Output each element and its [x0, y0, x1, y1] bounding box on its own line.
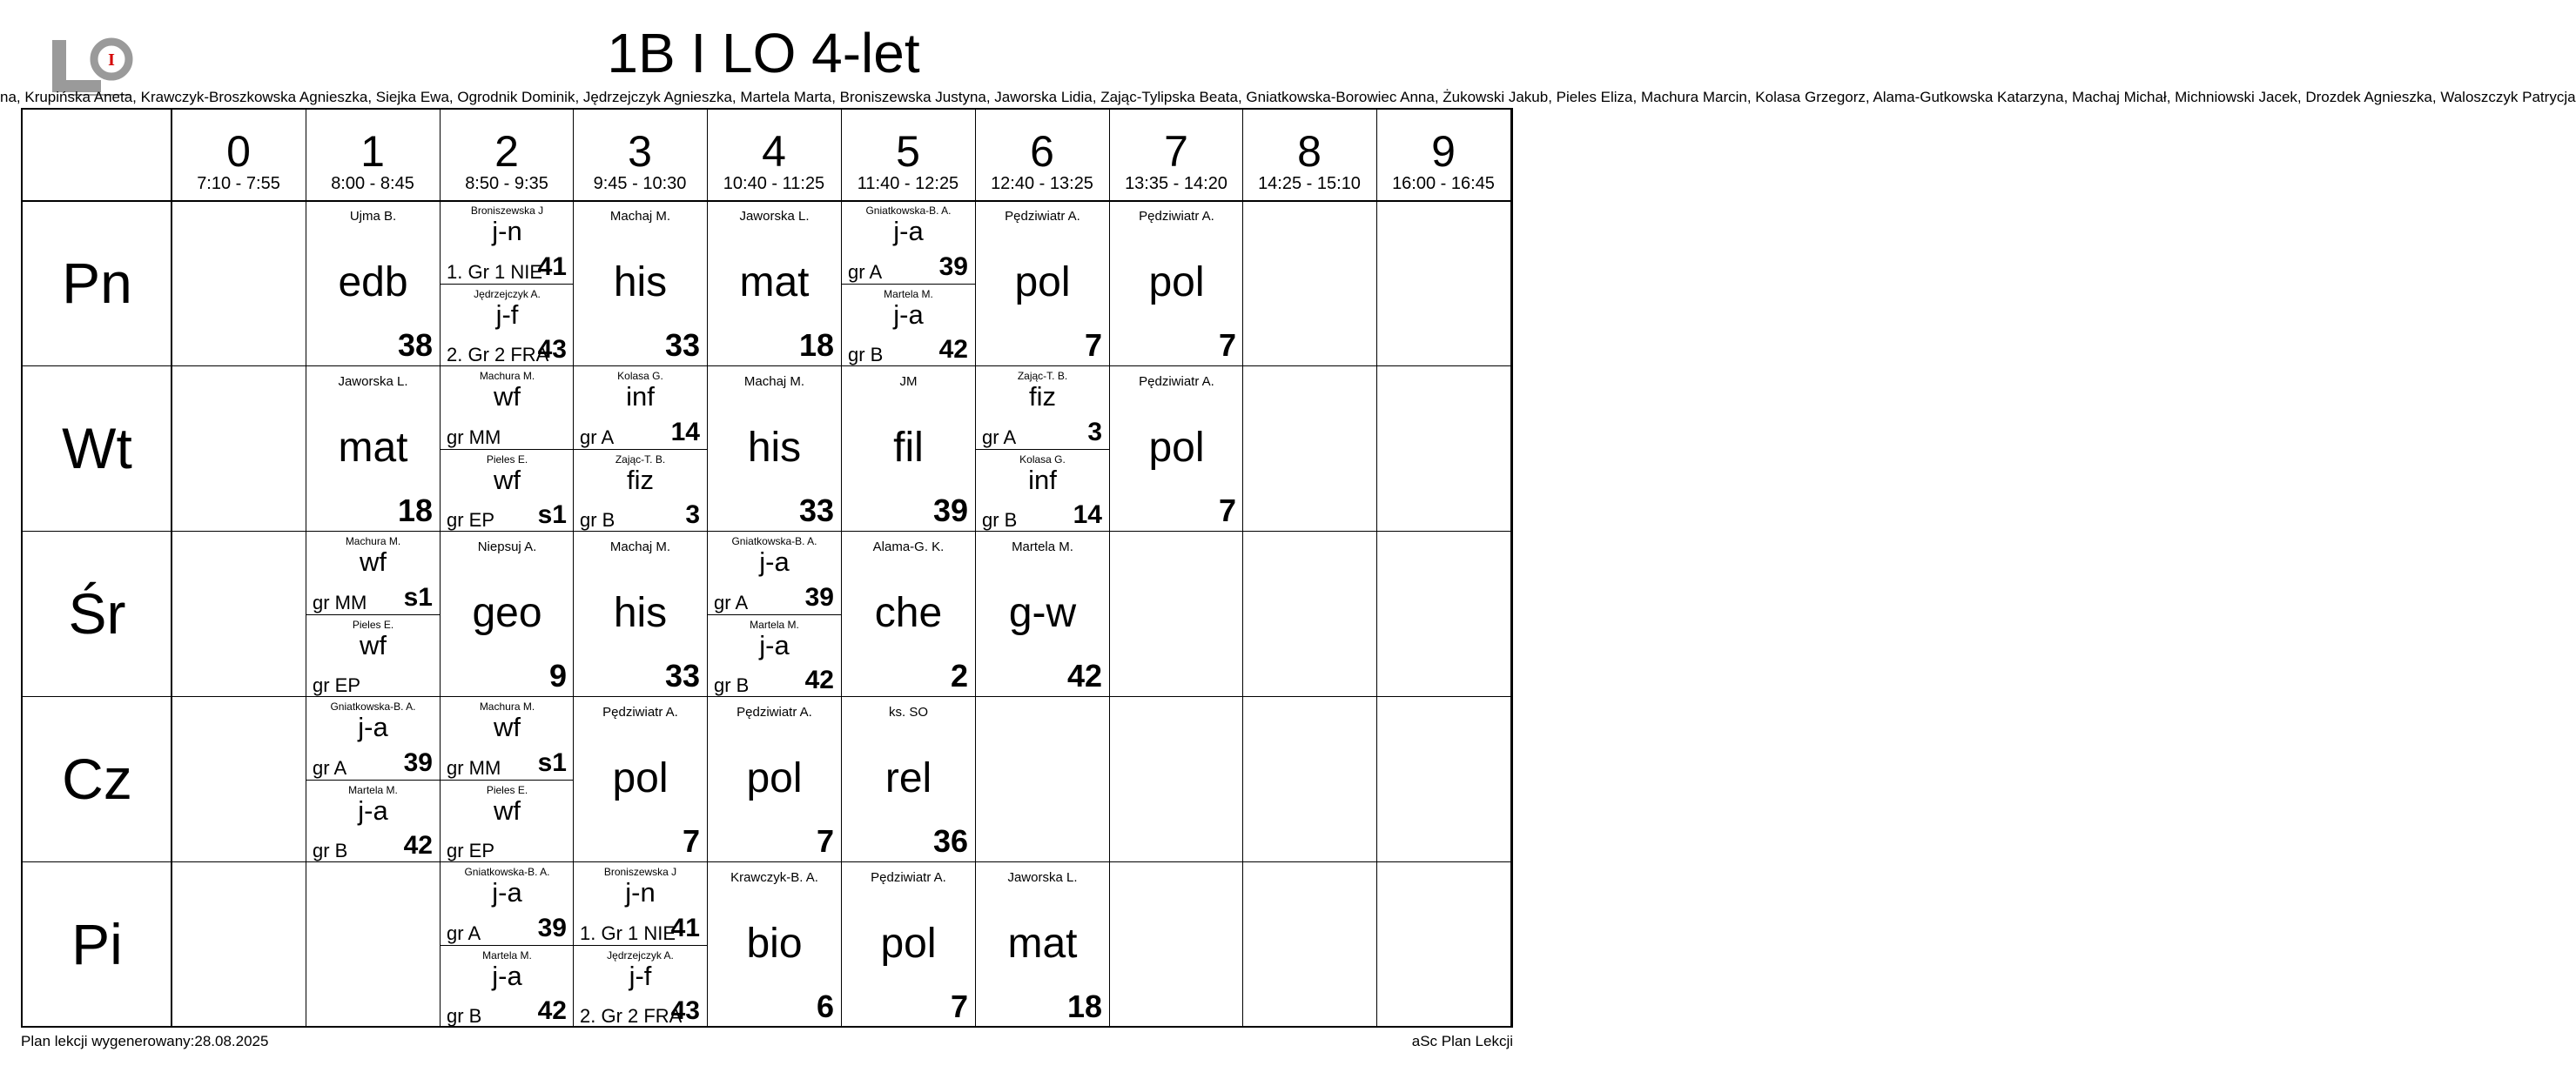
- teachers-list: na, Krupińska Aneta, Krawczyk-Broszkowska Agnieszka, Siejka Ewa, Ogrodnik Dominik, Jędrzejczyk Agnieszka, Martela Marta, Broniszewska Justyna, Jaworska Lidia, Zając-Tylipska Beata, Gniatkowska-Borowiec Anna, Żukowski Jakub, Pieles Eliza, Machura Marcin, Kolasa Grzegorz, Alama-Gutkowska Katarzyna, Machaj Michał, Michniowski Jacek, Drozdek Agnieszka, Waloszczyk Patrycja: [0, 89, 2576, 105]
- lesson-group[interactable]: [306, 780, 440, 862]
- period-number: 0: [226, 127, 251, 176]
- period-header: [975, 110, 1109, 200]
- day-label: Cz: [62, 747, 132, 811]
- room-number: 33: [664, 658, 700, 694]
- room-number: 18: [798, 327, 834, 363]
- subject: mat: [338, 425, 408, 471]
- subject: mat: [1007, 921, 1078, 967]
- teacher-name: Pieles E.: [352, 619, 394, 631]
- subject: j-a: [492, 961, 522, 991]
- subject: inf: [1028, 465, 1057, 495]
- lesson-group[interactable]: [441, 284, 574, 366]
- group-name: 1. Gr 1 NIE: [447, 261, 543, 283]
- subject: wf: [494, 712, 521, 742]
- lesson-cell[interactable]: [306, 201, 440, 366]
- subject: rel: [884, 755, 932, 801]
- period-number: 2: [494, 127, 519, 176]
- room-number: s1: [537, 748, 567, 777]
- lesson-cell[interactable]: [1110, 201, 1243, 366]
- teacher-name: Pędziwiatr A.: [602, 705, 678, 720]
- period-time: 12:40 - 13:25: [991, 174, 1093, 193]
- room-number: 14: [1073, 500, 1102, 529]
- room-number: 39: [804, 583, 834, 612]
- lesson-group[interactable]: [441, 697, 574, 780]
- lesson-cell[interactable]: [842, 201, 975, 366]
- lesson-cell[interactable]: [441, 697, 574, 862]
- period-number: 5: [896, 127, 920, 176]
- lesson-cell[interactable]: [976, 366, 1109, 532]
- subject: pol: [880, 921, 937, 967]
- subject: edb: [338, 259, 408, 305]
- period-time: 13:35 - 14:20: [1125, 174, 1227, 193]
- subject: j-a: [759, 630, 790, 660]
- teacher-name: Pędziwiatr A.: [1139, 374, 1214, 389]
- group-name: gr MM: [313, 592, 367, 613]
- lesson-cell[interactable]: [441, 532, 574, 697]
- subject: wf: [494, 465, 521, 495]
- room-number: 7: [1084, 327, 1102, 363]
- timetable-grid: [21, 108, 1513, 1028]
- lesson-group[interactable]: [574, 862, 707, 945]
- lesson-cell[interactable]: [842, 862, 975, 1028]
- period-number: 3: [628, 127, 652, 176]
- group-name: 1. Gr 1 NIE: [580, 922, 676, 944]
- teacher-name: Pędziwiatr A.: [1005, 209, 1080, 224]
- room-number: 42: [1066, 658, 1102, 694]
- teacher-name: Zając-T. B.: [1017, 370, 1068, 382]
- lesson-group[interactable]: [976, 366, 1109, 449]
- subject: pol: [1148, 259, 1205, 305]
- lesson-group[interactable]: [306, 614, 440, 697]
- lesson-cell[interactable]: [574, 532, 707, 697]
- group-name: 2. Gr 2 FRA: [447, 344, 549, 365]
- teacher-name: Martela M.: [348, 784, 398, 796]
- lesson-cell[interactable]: [441, 862, 574, 1028]
- lesson-cell[interactable]: [708, 366, 841, 532]
- lesson-group[interactable]: [441, 449, 574, 532]
- teacher-name: Zając-T. B.: [615, 453, 666, 466]
- subject: j-a: [492, 877, 522, 908]
- teacher-name: Jaworska L.: [739, 209, 810, 224]
- period-number: 7: [1164, 127, 1188, 176]
- subject: j-a: [893, 216, 924, 246]
- room-number: 18: [397, 493, 433, 528]
- period-header: [1376, 110, 1510, 200]
- subject: wf: [360, 630, 387, 660]
- teacher-name: Martela M.: [750, 619, 799, 631]
- teacher-name: Martela M.: [884, 288, 933, 300]
- room-number: 3: [1087, 418, 1102, 446]
- room-number: 43: [670, 996, 700, 1025]
- period-time: 14:25 - 15:10: [1258, 174, 1361, 193]
- teacher-name: Krawczyk-B. A.: [730, 870, 818, 885]
- lesson-group[interactable]: [441, 366, 574, 449]
- period-header: [1109, 110, 1243, 200]
- group-name: gr A: [714, 592, 749, 613]
- room-number: 42: [938, 335, 968, 364]
- subject: j-a: [358, 712, 388, 742]
- period-number: 8: [1297, 127, 1322, 176]
- lesson-group[interactable]: [708, 532, 841, 614]
- day-label: Wt: [62, 416, 132, 480]
- room-number: 36: [932, 823, 968, 859]
- lesson-cell[interactable]: [441, 201, 574, 366]
- teacher-name: Martela M.: [482, 949, 532, 962]
- subject: his: [747, 425, 802, 471]
- subject: fil: [893, 425, 924, 471]
- grid-column-line: [1510, 110, 1511, 1026]
- teacher-name: Machura M.: [479, 370, 535, 382]
- room-number: 41: [670, 914, 700, 942]
- subject: fiz: [627, 465, 654, 495]
- lesson-cell[interactable]: [306, 532, 440, 697]
- group-name: gr B: [313, 840, 348, 861]
- room-number: 7: [950, 989, 968, 1024]
- lesson-cell[interactable]: [1110, 366, 1243, 532]
- subject: j-a: [893, 299, 924, 330]
- lesson-cell[interactable]: [574, 366, 707, 532]
- group-name: gr A: [982, 426, 1017, 448]
- room-number: 39: [537, 914, 567, 942]
- teacher-name: Pędziwiatr A.: [736, 705, 812, 720]
- lesson-cell[interactable]: [708, 201, 841, 366]
- page-title: 1B I LO 4-let: [607, 22, 920, 84]
- room-number: 41: [537, 252, 567, 281]
- room-number: 9: [548, 658, 567, 694]
- teacher-name: Machura M.: [479, 700, 535, 713]
- room-number: 39: [403, 748, 433, 777]
- room-number: s1: [403, 583, 433, 612]
- period-time: 16:00 - 16:45: [1392, 174, 1495, 193]
- group-name: 2. Gr 2 FRA: [580, 1005, 683, 1027]
- teacher-name: ks. SO: [888, 705, 928, 720]
- lesson-group[interactable]: [574, 945, 707, 1028]
- group-name: gr B: [848, 344, 884, 365]
- teacher-name: Jędrzejczyk A.: [474, 288, 541, 300]
- teacher-name: Pędziwiatr A.: [871, 870, 946, 885]
- teacher-name: Pieles E.: [486, 453, 528, 466]
- subject: che: [874, 590, 943, 636]
- teacher-name: Gniatkowska-B. A.: [731, 535, 817, 547]
- room-number: 2: [950, 658, 968, 694]
- teacher-name: Broniszewska J: [470, 204, 544, 217]
- subject: wf: [360, 546, 387, 577]
- subject: pol: [1014, 259, 1071, 305]
- group-name: gr A: [313, 757, 347, 779]
- lesson-group[interactable]: [976, 449, 1109, 532]
- teacher-name: Machaj M.: [609, 540, 671, 554]
- period-header: [841, 110, 975, 200]
- period-number: 9: [1431, 127, 1456, 176]
- period-time: 9:45 - 10:30: [593, 174, 687, 193]
- room-number: 42: [537, 996, 567, 1025]
- lesson-cell[interactable]: [441, 366, 574, 532]
- room-number: 39: [938, 252, 968, 281]
- day-label: Pn: [62, 251, 132, 315]
- teacher-name: Gniatkowska-B. A.: [464, 866, 550, 878]
- lesson-group[interactable]: [441, 780, 574, 862]
- teacher-name: Ujma B.: [349, 209, 397, 224]
- day-label: Śr: [68, 581, 126, 646]
- room-number: 3: [685, 500, 700, 529]
- teacher-name: Kolasa G.: [617, 370, 663, 382]
- subject: pol: [612, 755, 669, 801]
- teacher-name: Jaworska L.: [338, 374, 408, 389]
- teacher-name: Martela M.: [1012, 540, 1073, 554]
- lesson-group[interactable]: [306, 532, 440, 614]
- subject: mat: [739, 259, 810, 305]
- lesson-cell[interactable]: [976, 532, 1109, 697]
- teacher-name: Machaj M.: [609, 209, 671, 224]
- app-name: aSc Plan Lekcji: [1411, 1033, 1513, 1049]
- lesson-group[interactable]: [574, 449, 707, 532]
- lesson-group[interactable]: [306, 697, 440, 780]
- lesson-cell[interactable]: [842, 366, 975, 532]
- period-number: 6: [1030, 127, 1054, 176]
- period-header: [573, 110, 707, 200]
- lesson-group[interactable]: [708, 614, 841, 697]
- group-name: gr MM: [447, 426, 501, 448]
- teacher-name: Kolasa G.: [1019, 453, 1066, 466]
- room-number: 7: [682, 823, 700, 859]
- teacher-name: Alama-G. K.: [872, 540, 945, 554]
- lesson-group[interactable]: [842, 284, 975, 366]
- lesson-cell[interactable]: [842, 697, 975, 862]
- subject: wf: [494, 381, 521, 412]
- lesson-cell[interactable]: [306, 366, 440, 532]
- teacher-name: Jaworska L.: [1007, 870, 1078, 885]
- group-name: gr B: [447, 1005, 482, 1027]
- subject: pol: [746, 755, 803, 801]
- lesson-cell[interactable]: [574, 201, 707, 366]
- period-number: 4: [762, 127, 786, 176]
- period-time: 8:00 - 8:45: [331, 174, 414, 193]
- room-number: 14: [670, 418, 700, 446]
- lesson-cell[interactable]: [574, 697, 707, 862]
- subject: j-a: [358, 795, 388, 826]
- room-number: 33: [798, 493, 834, 528]
- subject: his: [613, 590, 668, 636]
- period-header: [440, 110, 574, 200]
- period-header: [306, 110, 440, 200]
- group-name: gr B: [714, 674, 750, 696]
- subject: g-w: [1008, 590, 1077, 636]
- group-name: gr MM: [447, 757, 501, 779]
- teacher-name: Jędrzejczyk A.: [607, 949, 674, 962]
- teacher-name: Machaj M.: [743, 374, 805, 389]
- day-label: Pi: [71, 912, 123, 976]
- group-name: gr B: [982, 509, 1018, 531]
- room-number: 39: [932, 493, 968, 528]
- teacher-name: JM: [899, 374, 918, 389]
- subject: wf: [494, 795, 521, 826]
- lesson-cell[interactable]: [708, 862, 841, 1028]
- room-number: s1: [537, 500, 567, 529]
- subject: geo: [472, 590, 542, 636]
- room-number: 33: [664, 327, 700, 363]
- room-number: 7: [1218, 493, 1236, 528]
- subject: fiz: [1029, 381, 1056, 412]
- subject: j-f: [629, 961, 652, 991]
- room-number: 18: [1066, 989, 1102, 1024]
- teacher-name: Pędziwiatr A.: [1139, 209, 1214, 224]
- teacher-name: Gniatkowska-B. A.: [865, 204, 952, 217]
- lesson-group[interactable]: [574, 366, 707, 449]
- teacher-name: Gniatkowska-B. A.: [330, 700, 416, 713]
- period-time: 10:40 - 11:25: [723, 174, 825, 193]
- room-number: 42: [804, 666, 834, 694]
- lesson-group[interactable]: [441, 945, 574, 1028]
- period-header: [172, 110, 306, 200]
- group-name: gr EP: [447, 509, 495, 531]
- teacher-name: Pieles E.: [486, 784, 528, 796]
- grid-column-line: [1376, 110, 1377, 1026]
- subject: j-a: [759, 546, 790, 577]
- period-time: 11:40 - 12:25: [857, 174, 959, 193]
- period-header: [1242, 110, 1376, 200]
- lesson-group[interactable]: [441, 201, 574, 284]
- group-name: gr B: [580, 509, 615, 531]
- subject: bio: [746, 921, 803, 967]
- period-header: [707, 110, 841, 200]
- room-number: 7: [1218, 327, 1236, 363]
- teacher-name: Broniszewska J: [603, 866, 677, 878]
- lesson-cell[interactable]: [708, 532, 841, 697]
- room-number: 6: [816, 989, 834, 1024]
- subject: j-n: [492, 216, 522, 246]
- room-number: 42: [403, 831, 433, 860]
- group-name: gr A: [580, 426, 615, 448]
- lesson-cell[interactable]: [574, 862, 707, 1028]
- group-name: gr EP: [447, 840, 495, 861]
- teacher-name: Machura M.: [345, 535, 401, 547]
- svg-text:I: I: [108, 50, 115, 70]
- teacher-name: Niepsuj A.: [477, 540, 537, 554]
- lesson-group[interactable]: [842, 201, 975, 284]
- room-number: 7: [816, 823, 834, 859]
- subject: inf: [626, 381, 655, 412]
- subject: j-f: [495, 299, 519, 330]
- subject: his: [613, 259, 668, 305]
- period-time: 8:50 - 9:35: [465, 174, 548, 193]
- lesson-cell[interactable]: [842, 532, 975, 697]
- generated-date: Plan lekcji wygenerowany:28.08.2025: [21, 1033, 269, 1049]
- group-name: gr A: [848, 261, 883, 283]
- lesson-group[interactable]: [441, 862, 574, 945]
- lesson-cell[interactable]: [306, 697, 440, 862]
- room-number: 38: [397, 327, 433, 363]
- group-name: gr EP: [313, 674, 361, 696]
- period-time: 7:10 - 7:55: [197, 174, 280, 193]
- subject: pol: [1148, 425, 1205, 471]
- period-number: 1: [360, 127, 385, 176]
- lesson-cell[interactable]: [708, 697, 841, 862]
- lesson-cell[interactable]: [976, 862, 1109, 1028]
- group-name: gr A: [447, 922, 481, 944]
- room-number: 43: [537, 335, 567, 364]
- lesson-cell[interactable]: [976, 201, 1109, 366]
- subject: j-n: [625, 877, 656, 908]
